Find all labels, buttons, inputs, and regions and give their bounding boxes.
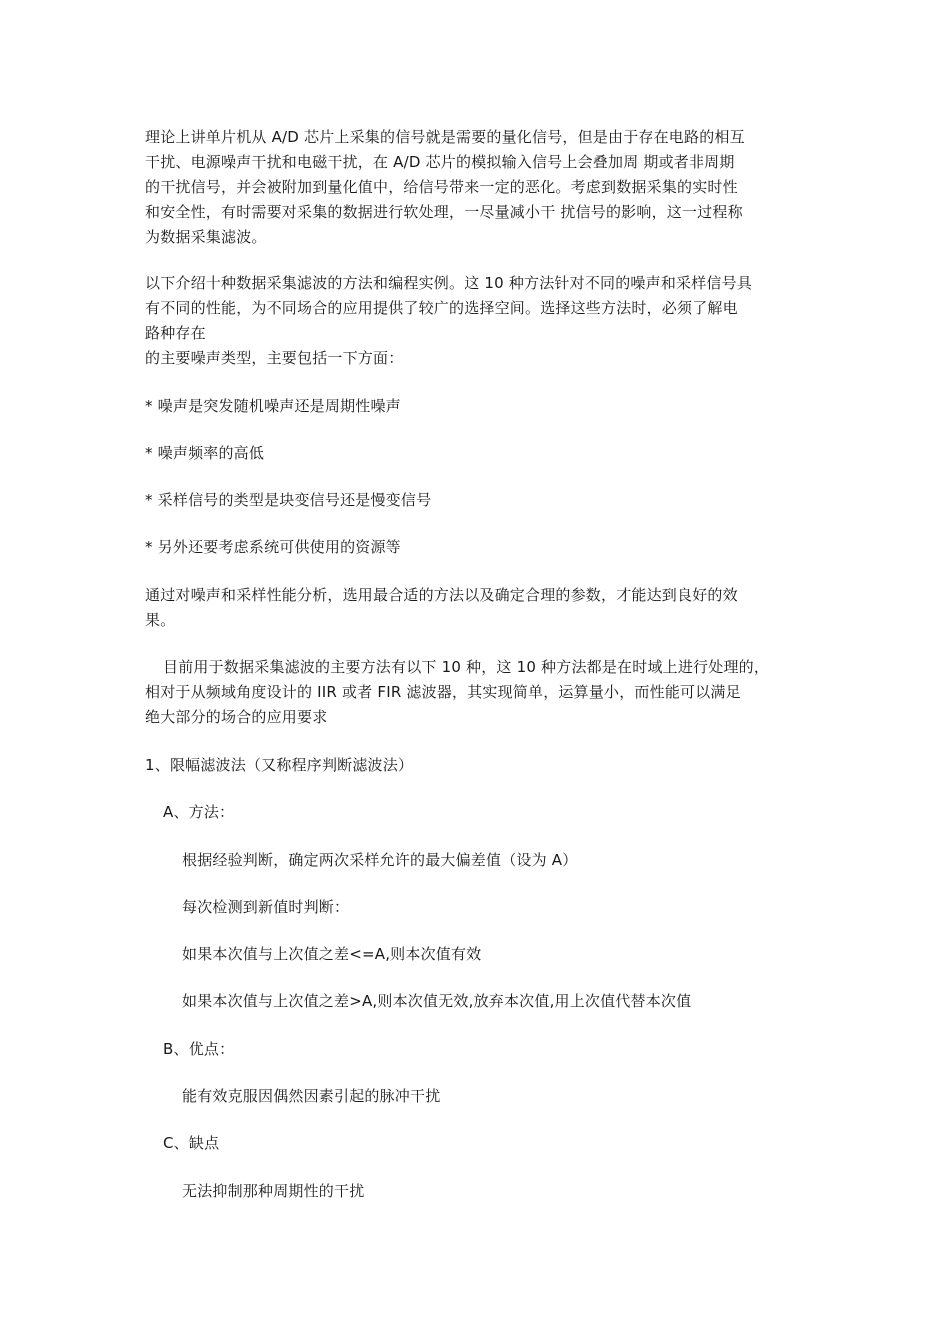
section1-title: 1、限幅滤波法（又称程序判断滤波法） bbox=[145, 756, 414, 774]
methods-intro-line-3: 路种存在 bbox=[145, 324, 206, 342]
section1-a-line-2: 每次检测到新值时判断： bbox=[182, 898, 350, 916]
document-page bbox=[145, 0, 825, 1344]
analysis-line-1: 通过对噪声和采样性能分析，选用最合适的方法以及确定合理的参数，才能达到良好的效 bbox=[145, 586, 738, 604]
intro-line-3: 的干扰信号，并会被附加到量化值中，给信号带来一定的恶化。考虑到数据采集的实时性 bbox=[145, 178, 738, 196]
section1-c-text: 无法抑制那种周期性的干扰 bbox=[182, 1182, 365, 1200]
intro-line-2: 干扰、电源噪声干扰和电磁干扰，在 A/D 芯片的模拟输入信号上会叠加周 期或者非周期 bbox=[145, 153, 735, 171]
intro-line-5: 为数据采集滤波。 bbox=[145, 228, 267, 246]
analysis-line-2: 果。 bbox=[145, 611, 176, 629]
section1-a-line-3: 如果本次值与上次值之差<=A,则本次值有效 bbox=[182, 945, 482, 963]
bullet-item-3: * 采样信号的类型是块变信号还是慢变信号 bbox=[145, 491, 432, 509]
current-methods-line-2: 相对于从频域角度设计的 IIR 或者 FIR 滤波器，其实现简单，运算量小，而性能可以满足 bbox=[145, 683, 741, 701]
bullet-item-2: * 噪声频率的高低 bbox=[145, 444, 265, 462]
intro-line-4: 和安全性，有时需要对采集的数据进行软处理，一尽量减小干 扰信号的影响，这一过程称 bbox=[145, 203, 743, 221]
section1-c-label: C、缺点 bbox=[163, 1134, 220, 1152]
section1-b-label: B、优点： bbox=[163, 1040, 235, 1058]
bullet-item-4: * 另外还要考虑系统可供使用的资源等 bbox=[145, 538, 401, 556]
bullet-item-1: * 噪声是突发随机噪声还是周期性噪声 bbox=[145, 397, 401, 415]
methods-intro-line-4: 的主要噪声类型，主要包括一下方面： bbox=[145, 349, 404, 367]
section1-a-line-1: 根据经验判断，确定两次采样允许的最大偏差值（设为 A） bbox=[182, 851, 578, 869]
section1-b-text: 能有效克服因偶然因素引起的脉冲干扰 bbox=[182, 1087, 441, 1105]
methods-intro-line-2: 有不同的性能，为不同场合的应用提供了较广的选择空间。选择这些方法时，必须了解电 bbox=[145, 299, 738, 317]
section1-a-label: A、方法： bbox=[163, 803, 235, 821]
methods-intro-line-1: 以下介绍十种数据采集滤波的方法和编程实例。这 10 种方法针对不同的噪声和采样信号具 bbox=[145, 274, 753, 292]
section1-a-line-4: 如果本次值与上次值之差>A,则本次值无效,放弃本次值,用上次值代替本次值 bbox=[182, 992, 692, 1010]
current-methods-line-1: 目前用于数据采集滤波的主要方法有以下 10 种，这 10 种方法都是在时域上进行处理的， bbox=[163, 658, 770, 676]
intro-line-1: 理论上讲单片机从 A/D 芯片上采集的信号就是需要的量化信号，但是由于存在电路的相互 bbox=[145, 128, 745, 146]
current-methods-line-3: 绝大部分的场合的应用要求 bbox=[145, 708, 328, 726]
